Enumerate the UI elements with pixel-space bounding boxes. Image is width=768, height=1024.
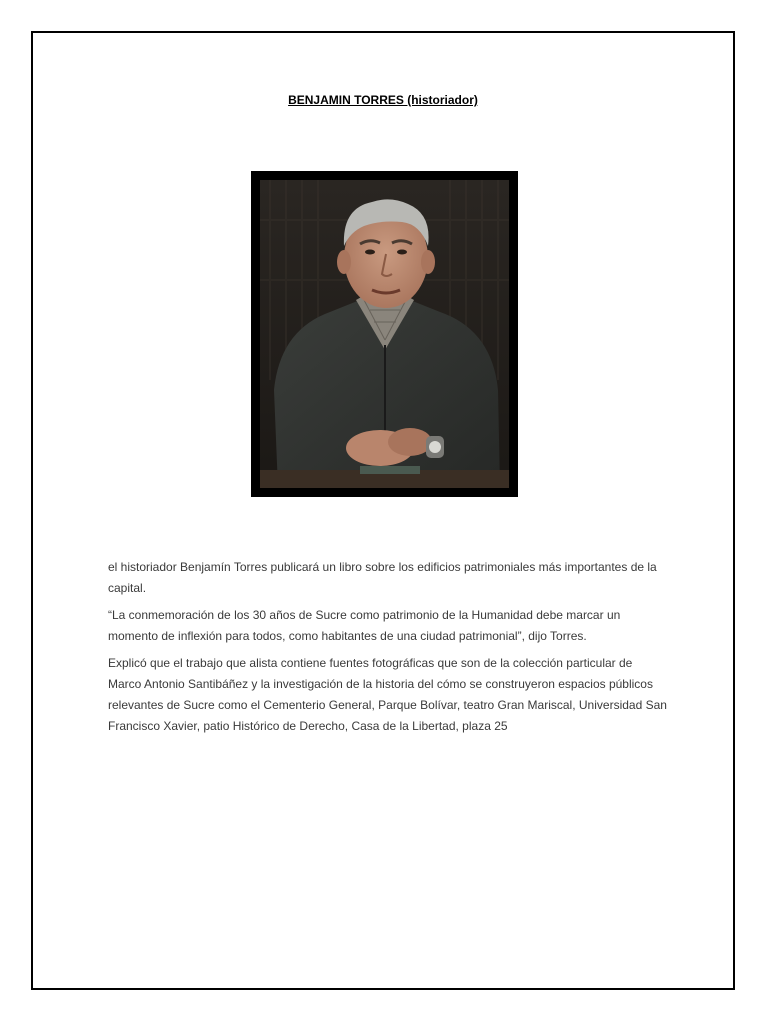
article-paragraph: el historiador Benjamín Torres publicará un libro sobre los edificios patrimoniales más importantes de la capital. xyxy=(108,560,657,595)
article-body xyxy=(108,557,668,743)
portrait-image xyxy=(260,180,509,488)
portrait-photo xyxy=(251,171,518,497)
document-page xyxy=(31,31,735,990)
article-paragraph: “La conmemoración de los 30 años de Sucre como patrimonio de la Humanidad debe marcar un momento de inflexión para todos, como habitantes de una ciudad patrimonial”, dijo Torres. xyxy=(108,608,621,643)
document-title: BENJAMIN TORRES (historiador) xyxy=(288,93,478,107)
article-paragraph: Explicó que el trabajo que alista contiene fuentes fotográficas que son de la colección particular de Marco Antonio Santibáñez y la investigación de la historia del cómo se construyeron espacios públicos relevantes de Sucre como el Cementerio General, Parque Bolívar, teatro Gran Mariscal, Universidad San Francisco Xavier, patio Histórico de Derecho, Casa de la Libertad, plaza 25 xyxy=(108,656,667,733)
